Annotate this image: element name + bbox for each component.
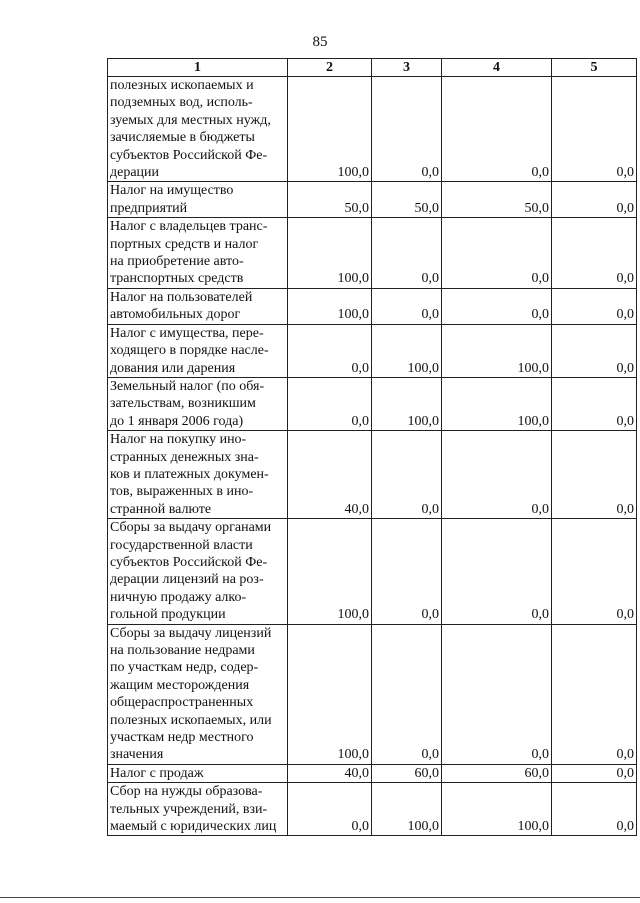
value-cell-col3: 50,0 bbox=[372, 182, 442, 218]
value-cell-col5: 0,0 bbox=[552, 377, 637, 430]
value-cell-col3: 0,0 bbox=[372, 288, 442, 324]
value-cell-col2: 0,0 bbox=[288, 783, 372, 836]
value-cell-col2: 0,0 bbox=[288, 377, 372, 430]
value-cell-col4: 0,0 bbox=[442, 218, 552, 289]
table-row bbox=[108, 324, 637, 377]
table-row bbox=[108, 783, 637, 836]
table-row bbox=[108, 431, 637, 519]
column-header-5: 5 bbox=[552, 59, 637, 77]
value-cell-col4: 0,0 bbox=[442, 288, 552, 324]
value-cell-col5: 0,0 bbox=[552, 783, 637, 836]
value-cell-col3: 0,0 bbox=[372, 77, 442, 182]
value-cell-col2: 40,0 bbox=[288, 431, 372, 519]
table-row bbox=[108, 764, 637, 782]
value-cell-col2: 100,0 bbox=[288, 624, 372, 764]
table-row bbox=[108, 519, 637, 624]
value-cell-col3: 100,0 bbox=[372, 377, 442, 430]
value-cell-col5: 0,0 bbox=[552, 182, 637, 218]
value-cell-col5: 0,0 bbox=[552, 431, 637, 519]
value-cell-col3: 0,0 bbox=[372, 218, 442, 289]
value-cell-col2: 40,0 bbox=[288, 764, 372, 782]
value-cell-col5: 0,0 bbox=[552, 218, 637, 289]
value-cell-col2: 100,0 bbox=[288, 288, 372, 324]
value-cell-col5: 0,0 bbox=[552, 519, 637, 624]
value-cell-col2: 50,0 bbox=[288, 182, 372, 218]
value-cell-col2: 100,0 bbox=[288, 519, 372, 624]
table-row bbox=[108, 624, 637, 764]
column-header-1: 1 bbox=[108, 59, 288, 77]
tax-name-cell: Налог с владельцев транс- портных средств и налог на приобретение авто- транспортных средств bbox=[108, 218, 288, 289]
value-cell-col5: 0,0 bbox=[552, 624, 637, 764]
tax-name-cell: Налог с продаж bbox=[108, 764, 288, 782]
table-row bbox=[108, 377, 637, 430]
page-bottom-edge bbox=[0, 897, 640, 898]
value-cell-col2: 100,0 bbox=[288, 218, 372, 289]
header-row bbox=[108, 59, 637, 77]
value-cell-col3: 100,0 bbox=[372, 783, 442, 836]
value-cell-col4: 100,0 bbox=[442, 377, 552, 430]
value-cell-col4: 50,0 bbox=[442, 182, 552, 218]
value-cell-col4: 100,0 bbox=[442, 783, 552, 836]
value-cell-col3: 60,0 bbox=[372, 764, 442, 782]
value-cell-col4: 60,0 bbox=[442, 764, 552, 782]
value-cell-col5: 0,0 bbox=[552, 77, 637, 182]
tax-name-cell: Налог на имущество предприятий bbox=[108, 182, 288, 218]
tax-name-cell: Сборы за выдачу лицензий на пользование недрами по участкам недр, содер- жащим месторождения общераспространенных полезных ископаемых, или участкам недр местного значения bbox=[108, 624, 288, 764]
value-cell-col3: 0,0 bbox=[372, 624, 442, 764]
value-cell-col4: 100,0 bbox=[442, 324, 552, 377]
page-number: 85 bbox=[312, 34, 328, 50]
value-cell-col5: 0,0 bbox=[552, 764, 637, 782]
value-cell-col5: 0,0 bbox=[552, 288, 637, 324]
table-row bbox=[108, 182, 637, 218]
tax-name-cell: Земельный налог (по обя- зательствам, возникшим до 1 января 2006 года) bbox=[108, 377, 288, 430]
value-cell-col4: 0,0 bbox=[442, 519, 552, 624]
tax-name-cell: Сборы за выдачу органами государственной власти субъектов Российской Фе- дерации лицензий на роз- ничную продажу алко- гольной продукции bbox=[108, 519, 288, 624]
tax-name-cell: Налог на пользователей автомобильных дорог bbox=[108, 288, 288, 324]
tax-name-cell: полезных ископаемых и подземных вод, исполь- зуемых для местных нужд, зачисляемые в бюджеты субъектов Российской Фе- дерации bbox=[108, 77, 288, 182]
value-cell-col2: 0,0 bbox=[288, 324, 372, 377]
value-cell-col2: 100,0 bbox=[288, 77, 372, 182]
table-row bbox=[108, 218, 637, 289]
value-cell-col5: 0,0 bbox=[552, 324, 637, 377]
table-row bbox=[108, 77, 637, 182]
tax-name-cell: Налог на покупку ино- странных денежных зна- ков и платежных докумен- тов, выраженных в ино- странной валюте bbox=[108, 431, 288, 519]
value-cell-col4: 0,0 bbox=[442, 431, 552, 519]
column-header-3: 3 bbox=[372, 59, 442, 77]
column-header-2: 2 bbox=[288, 59, 372, 77]
value-cell-col3: 0,0 bbox=[372, 519, 442, 624]
column-header-4: 4 bbox=[442, 59, 552, 77]
value-cell-col3: 100,0 bbox=[372, 324, 442, 377]
value-cell-col4: 0,0 bbox=[442, 77, 552, 182]
table-row bbox=[108, 288, 637, 324]
value-cell-col4: 0,0 bbox=[442, 624, 552, 764]
tax-name-cell: Налог с имущества, пере- ходящего в порядке насле- дования или дарения bbox=[108, 324, 288, 377]
tax-name-cell: Сбор на нужды образова- тельных учреждений, взи- маемый с юридических лиц bbox=[108, 783, 288, 836]
tax-distribution-table bbox=[107, 58, 637, 836]
value-cell-col3: 0,0 bbox=[372, 431, 442, 519]
